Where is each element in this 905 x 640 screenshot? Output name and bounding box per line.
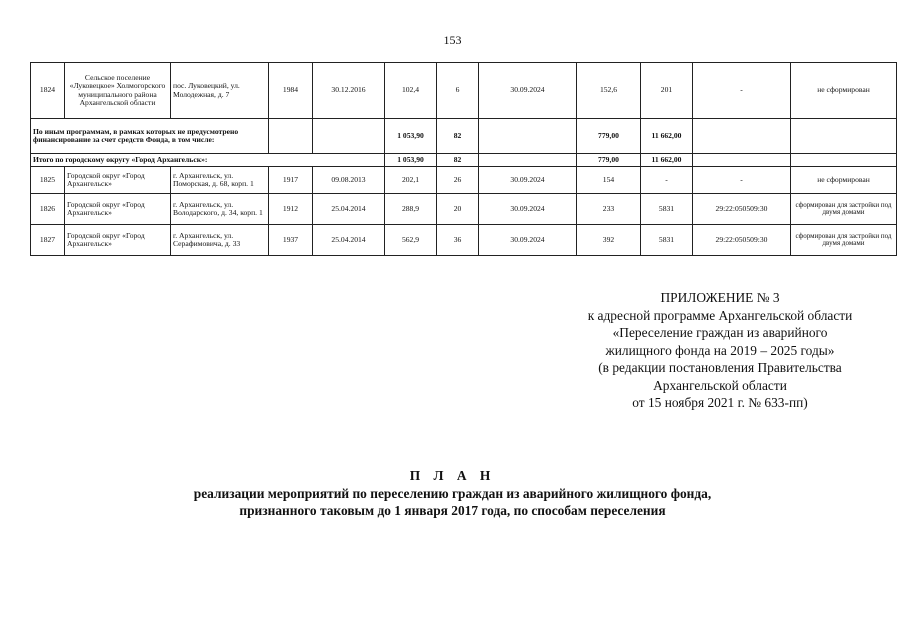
appendix-line: Архангельской области [653,377,787,393]
extra-cell: 5831 [641,194,693,225]
housing-registry-table [30,62,897,256]
residents-cell: 82 [437,119,479,154]
empty-cell [313,119,385,154]
appendix-header [540,289,900,412]
table-row [31,225,897,256]
empty-cell [791,119,897,154]
empty-cell [791,154,897,167]
recognized-date-cell: 25.04.2014 [313,194,385,225]
plan-subtitle-line: признанного таковым до 1 января 2017 года, по способам переселения [239,503,666,518]
area-cell: 1 053,90 [385,154,437,167]
appendix-line: от 15 ноября 2021 г. № 633-пп) [632,395,808,410]
address-cell: пос. Луковецкий, ул. Молодежная, д. 7 [171,63,269,119]
municipality-cell: Сельское поселение «Луковецкое» Холмогорского муниципального района Архангельской области [65,63,171,119]
empty-cell [479,119,577,154]
row-number: 1826 [31,194,65,225]
extra-cell: 201 [641,63,693,119]
year-cell: 1984 [269,63,313,119]
appendix-line: жилищного фонда на 2019 – 2025 годы» [605,342,835,358]
area-cell: 1 053,90 [385,119,437,154]
planned-date-cell: 30.09.2024 [479,194,577,225]
cost-cell: 152,6 [577,63,641,119]
address-cell: г. Архангельск, ул. Поморская, д. 68, корп. 1 [171,167,269,194]
table-row-city-total [31,154,897,167]
row-number: 1827 [31,225,65,256]
empty-cell [479,154,577,167]
municipality-cell: Городской округ «Город Архангельск» [65,167,171,194]
planned-date-cell: 30.09.2024 [479,225,577,256]
cost-cell: 392 [577,225,641,256]
empty-cell [693,119,791,154]
extra-cell: - [641,167,693,194]
residents-cell: 82 [437,154,479,167]
extra-cell: 11 662,00 [641,119,693,154]
residents-cell: 6 [437,63,479,119]
residents-cell: 20 [437,194,479,225]
row-number: 1824 [31,63,65,119]
status-cell: не сформирован [791,167,897,194]
appendix-line: (в редакции постановления Правительства [598,360,842,375]
cadastral-cell: - [693,167,791,194]
planned-date-cell: 30.09.2024 [479,167,577,194]
city-total-label: Итого по городскому округу «Город Архангельск»: [31,154,385,167]
other-programs-label: По иным программам, в рамках которых не предусмотрено финансирование за счет средств Фонда, в том числе: [31,119,269,154]
year-cell: 1937 [269,225,313,256]
cadastral-cell: - [693,63,791,119]
appendix-line: «Переселение граждан из аварийного [612,325,828,340]
page-number: 153 [443,33,462,47]
planned-date-cell: 30.09.2024 [479,63,577,119]
recognized-date-cell: 25.04.2014 [313,225,385,256]
status-cell: сформирован для застройки под двумя домами [791,225,897,256]
area-cell: 102,4 [385,63,437,119]
year-cell: 1912 [269,194,313,225]
year-cell: 1917 [269,167,313,194]
table-row [31,194,897,225]
appendix-title: ПРИЛОЖЕНИЕ № 3 [660,290,780,305]
table-row [31,63,897,119]
residents-cell: 26 [437,167,479,194]
cost-cell: 233 [577,194,641,225]
area-cell: 288,9 [385,194,437,225]
row-number: 1825 [31,167,65,194]
extra-cell: 5831 [641,225,693,256]
table-row-other-programs [31,119,897,154]
empty-cell [693,154,791,167]
address-cell: г. Архангельск, ул. Серафимовича, д. 33 [171,225,269,256]
extra-cell: 11 662,00 [641,154,693,167]
cost-cell: 779,00 [577,119,641,154]
plan-subtitle-line: реализации мероприятий по переселению граждан из аварийного жилищного фонда, [193,485,712,501]
table-row [31,167,897,194]
cost-cell: 779,00 [577,154,641,167]
cost-cell: 154 [577,167,641,194]
residents-cell: 36 [437,225,479,256]
empty-cell [269,119,313,154]
municipality-cell: Городской округ «Город Архангельск» [65,225,171,256]
plan-title: П Л А Н [409,468,496,483]
cadastral-cell: 29:22:050509:30 [693,194,791,225]
recognized-date-cell: 30.12.2016 [313,63,385,119]
plan-heading [0,467,905,520]
recognized-date-cell: 09.08.2013 [313,167,385,194]
municipality-cell: Городской округ «Город Архангельск» [65,194,171,225]
area-cell: 562,9 [385,225,437,256]
address-cell: г. Архангельск, ул. Володарского, д. 34, корп. 1 [171,194,269,225]
cadastral-cell: 29:22:050509:30 [693,225,791,256]
area-cell: 202,1 [385,167,437,194]
status-cell: сформирован для застройки под двумя домами [791,194,897,225]
status-cell: не сформирован [791,63,897,119]
appendix-line: к адресной программе Архангельской области [587,307,853,323]
